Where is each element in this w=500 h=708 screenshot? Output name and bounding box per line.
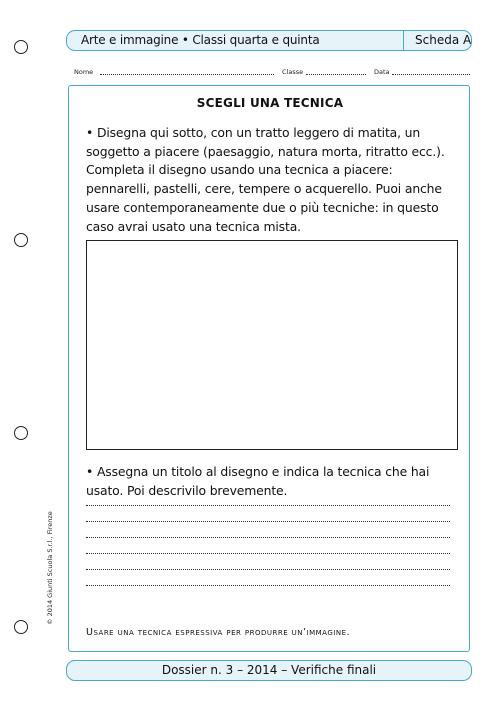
nome-field[interactable] [100,74,274,75]
answer-line-2[interactable] [86,521,450,522]
binder-hole-4 [14,620,28,634]
answer-line-5[interactable] [86,569,450,570]
header-separator [403,31,404,50]
binder-hole-1 [14,40,28,54]
learning-goal: Usare una tecnica espressiva per produrre un’immagine. [86,627,351,638]
data-label: Data [374,68,390,76]
binder-hole-3 [14,426,28,440]
header-bar [66,30,472,51]
footer-bar [66,660,472,681]
nome-label: Nome [74,68,94,76]
classe-field[interactable] [306,74,366,75]
header-title: Arte e immagine • Classi quarta e quinta [81,33,320,47]
student-info-row [74,68,472,80]
instruction-drawing: • Disegna qui sotto, con un tratto leggero di matita, un soggetto a piacere (paesaggio, natura morta, ritratto ecc.). Completa il disegno usando una tecnica a piacere: pennarelli, pastelli, cere, tempere o acquerello. Puoi anche usare contemporaneamente due o più tecniche: in questo caso avrai usato una tecnica mista. [86,125,445,234]
answer-line-3[interactable] [86,537,450,538]
data-field[interactable] [392,74,470,75]
instruction-description: • Assegna un titolo al disegno e indica la tecnica che hai usato. Poi descrivilo brevemente. [86,464,430,498]
exercise-heading: SCEGLI UNA TECNICA [196,96,344,110]
answer-line-6[interactable] [86,585,450,586]
answer-line-1[interactable] [86,505,450,506]
footer-text: Dossier n. 3 – 2014 – Verifiche finali [161,663,377,677]
answer-line-4[interactable] [86,553,450,554]
copyright-notice: © 2014 Giunti Scuola S.r.l., Firenze [46,511,54,625]
drawing-area[interactable] [86,240,458,450]
scheda-label: Scheda A [415,33,472,47]
classe-label: Classe [282,68,304,76]
binder-hole-2 [14,233,28,247]
